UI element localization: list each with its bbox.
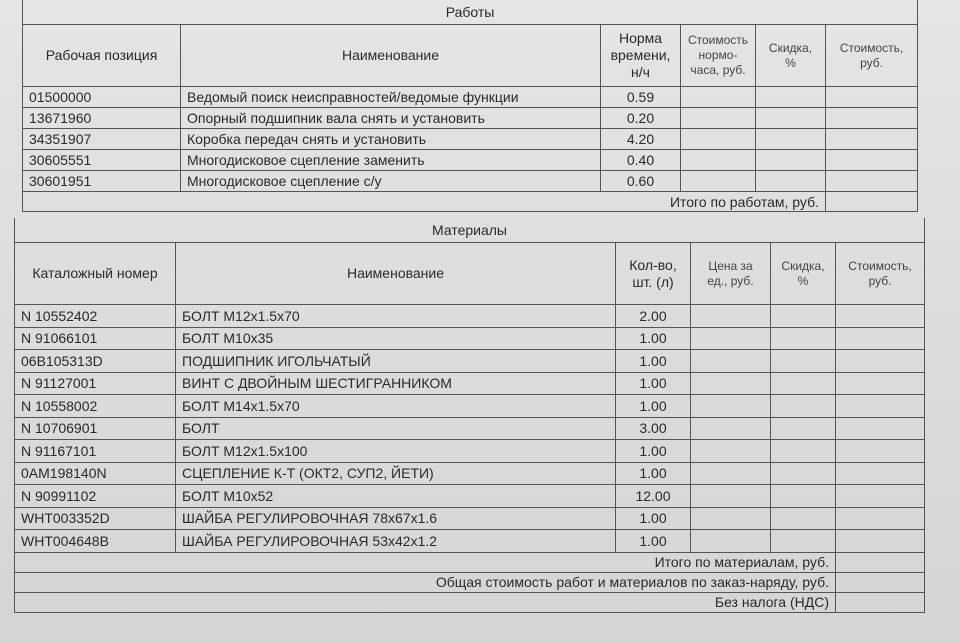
cost-cell xyxy=(836,507,925,530)
table-row xyxy=(15,485,925,508)
price-cell xyxy=(691,372,771,395)
code-cell: N 10558002 xyxy=(15,395,176,418)
norm-cell: 0.59 xyxy=(601,87,681,108)
name-cell: ПОДШИПНИК ИГОЛЬЧАТЫЙ xyxy=(176,350,616,373)
qty-cell: 1.00 xyxy=(616,372,691,395)
table-row xyxy=(23,171,918,192)
price-cell xyxy=(691,350,771,373)
header-hour-cost: Стоимость нормо-часа, руб. xyxy=(681,25,756,87)
qty-cell: 1.00 xyxy=(616,327,691,350)
discount-cell xyxy=(771,305,836,328)
table-row xyxy=(15,507,925,530)
qty-cell: 1.00 xyxy=(616,507,691,530)
name-cell: ШАЙБА РЕГУЛИРОВОЧНАЯ 53x42x1.2 xyxy=(176,530,616,553)
name-cell: БОЛТ xyxy=(176,417,616,440)
cost-cell xyxy=(826,87,918,108)
name-cell: БОЛТ М12x1.5x70 xyxy=(176,305,616,328)
price-cell xyxy=(681,171,756,192)
norm-cell: 0.60 xyxy=(601,171,681,192)
price-cell xyxy=(681,108,756,129)
table-row xyxy=(15,305,925,328)
discount-cell xyxy=(771,485,836,508)
materials-total-label: Итого по материалам, руб. xyxy=(15,552,836,572)
materials-title: Материалы xyxy=(15,218,925,243)
name-cell: ШАЙБА РЕГУЛИРОВОЧНАЯ 78x67x1.6 xyxy=(176,507,616,530)
discount-cell xyxy=(771,417,836,440)
works-table xyxy=(22,0,918,212)
cost-cell xyxy=(836,305,925,328)
tax-label: Без налога (НДС) xyxy=(15,592,836,612)
header-norm: Норма времени, н/ч xyxy=(601,25,681,87)
name-cell: БОЛТ М12x1.5x100 xyxy=(176,440,616,463)
code-cell: 0AM198140N xyxy=(15,462,176,485)
price-cell xyxy=(691,395,771,418)
discount-cell xyxy=(771,530,836,553)
cost-cell xyxy=(836,485,925,508)
grand-total-label: Общая стоимость работ и материалов по заказ-наряду, руб. xyxy=(15,572,836,592)
discount-cell xyxy=(756,129,826,150)
header-position: Рабочая позиция xyxy=(23,25,181,87)
price-cell xyxy=(691,530,771,553)
code-cell: N 10706901 xyxy=(15,417,176,440)
norm-cell: 4.20 xyxy=(601,129,681,150)
qty-cell: 1.00 xyxy=(616,462,691,485)
qty-cell: 1.00 xyxy=(616,530,691,553)
header-cost: Стоимость, руб. xyxy=(826,25,918,87)
price-cell xyxy=(691,440,771,463)
qty-cell: 1.00 xyxy=(616,395,691,418)
name-cell: Опорный подшипник вала снять и установить xyxy=(181,108,601,129)
works-title: Работы xyxy=(23,0,918,25)
discount-cell xyxy=(771,327,836,350)
qty-cell: 2.00 xyxy=(616,305,691,328)
name-cell: БОЛТ М10x35 xyxy=(176,327,616,350)
discount-cell xyxy=(771,395,836,418)
cost-cell xyxy=(826,171,918,192)
cost-cell xyxy=(836,395,925,418)
name-cell: Ведомый поиск неисправностей/ведомые функции xyxy=(181,87,601,108)
cost-cell xyxy=(836,327,925,350)
header-qty: Кол-во, шт. (л) xyxy=(616,243,691,305)
cost-cell xyxy=(836,462,925,485)
table-row xyxy=(15,462,925,485)
materials-table xyxy=(14,218,925,613)
header-discount: Скидка, % xyxy=(771,243,836,305)
qty-cell: 12.00 xyxy=(616,485,691,508)
header-name: Наименование xyxy=(176,243,616,305)
discount-cell xyxy=(771,350,836,373)
qty-cell: 1.00 xyxy=(616,350,691,373)
code-cell: N 10552402 xyxy=(15,305,176,328)
table-row xyxy=(23,129,918,150)
price-cell xyxy=(691,507,771,530)
name-cell: БОЛТ М14x1.5x70 xyxy=(176,395,616,418)
cost-cell xyxy=(836,417,925,440)
discount-cell xyxy=(756,171,826,192)
discount-cell xyxy=(756,150,826,171)
table-row xyxy=(15,372,925,395)
norm-cell: 0.20 xyxy=(601,108,681,129)
name-cell: Многодисковое сцепление заменить xyxy=(181,150,601,171)
materials-total-value xyxy=(836,552,925,572)
code-cell: WHT004648B xyxy=(15,530,176,553)
cost-cell xyxy=(826,150,918,171)
code-cell: 06B105313D xyxy=(15,350,176,373)
code-cell: 01500000 xyxy=(23,87,181,108)
table-row xyxy=(15,350,925,373)
header-name: Наименование xyxy=(181,25,601,87)
table-row xyxy=(15,440,925,463)
table-row xyxy=(15,395,925,418)
name-cell: Многодисковое сцепление с/у xyxy=(181,171,601,192)
price-cell xyxy=(681,150,756,171)
works-total-value xyxy=(826,192,918,212)
price-cell xyxy=(691,305,771,328)
price-cell xyxy=(681,129,756,150)
cost-cell xyxy=(826,129,918,150)
cost-cell xyxy=(836,372,925,395)
table-row xyxy=(15,327,925,350)
cost-cell xyxy=(836,530,925,553)
cost-cell xyxy=(836,350,925,373)
price-cell xyxy=(691,485,771,508)
cost-cell xyxy=(836,440,925,463)
table-row xyxy=(23,150,918,171)
price-cell xyxy=(691,462,771,485)
discount-cell xyxy=(771,462,836,485)
header-discount: Скидка, % xyxy=(756,25,826,87)
discount-cell xyxy=(771,372,836,395)
name-cell: Коробка передач снять и установить xyxy=(181,129,601,150)
code-cell: N 90991102 xyxy=(15,485,176,508)
name-cell: ВИНТ С ДВОЙНЫМ ШЕСТИГРАННИКОМ xyxy=(176,372,616,395)
name-cell: БОЛТ М10x52 xyxy=(176,485,616,508)
discount-cell xyxy=(756,108,826,129)
code-cell: N 91127001 xyxy=(15,372,176,395)
qty-cell: 1.00 xyxy=(616,440,691,463)
norm-cell: 0.40 xyxy=(601,150,681,171)
tax-value xyxy=(836,592,925,612)
table-row xyxy=(15,530,925,553)
code-cell: 30605551 xyxy=(23,150,181,171)
code-cell: 13671960 xyxy=(23,108,181,129)
qty-cell: 3.00 xyxy=(616,417,691,440)
discount-cell xyxy=(771,440,836,463)
price-cell xyxy=(681,87,756,108)
table-row xyxy=(23,87,918,108)
discount-cell xyxy=(756,87,826,108)
table-row xyxy=(23,108,918,129)
code-cell: 34351907 xyxy=(23,129,181,150)
discount-cell xyxy=(771,507,836,530)
code-cell: N 91167101 xyxy=(15,440,176,463)
cost-cell xyxy=(826,108,918,129)
table-row xyxy=(15,417,925,440)
grand-total-value xyxy=(836,572,925,592)
header-unit-price: Цена за ед., руб. xyxy=(691,243,771,305)
price-cell xyxy=(691,417,771,440)
code-cell: WHT003352D xyxy=(15,507,176,530)
name-cell: СЦЕПЛЕНИЕ К-Т (ОКТ2, СУП2, ЙЕТИ) xyxy=(176,462,616,485)
works-total-label: Итого по работам, руб. xyxy=(23,192,826,212)
code-cell: N 91066101 xyxy=(15,327,176,350)
code-cell: 30601951 xyxy=(23,171,181,192)
price-cell xyxy=(691,327,771,350)
header-cost: Стоимость, руб. xyxy=(836,243,925,305)
header-catalog-number: Каталожный номер xyxy=(15,243,176,305)
